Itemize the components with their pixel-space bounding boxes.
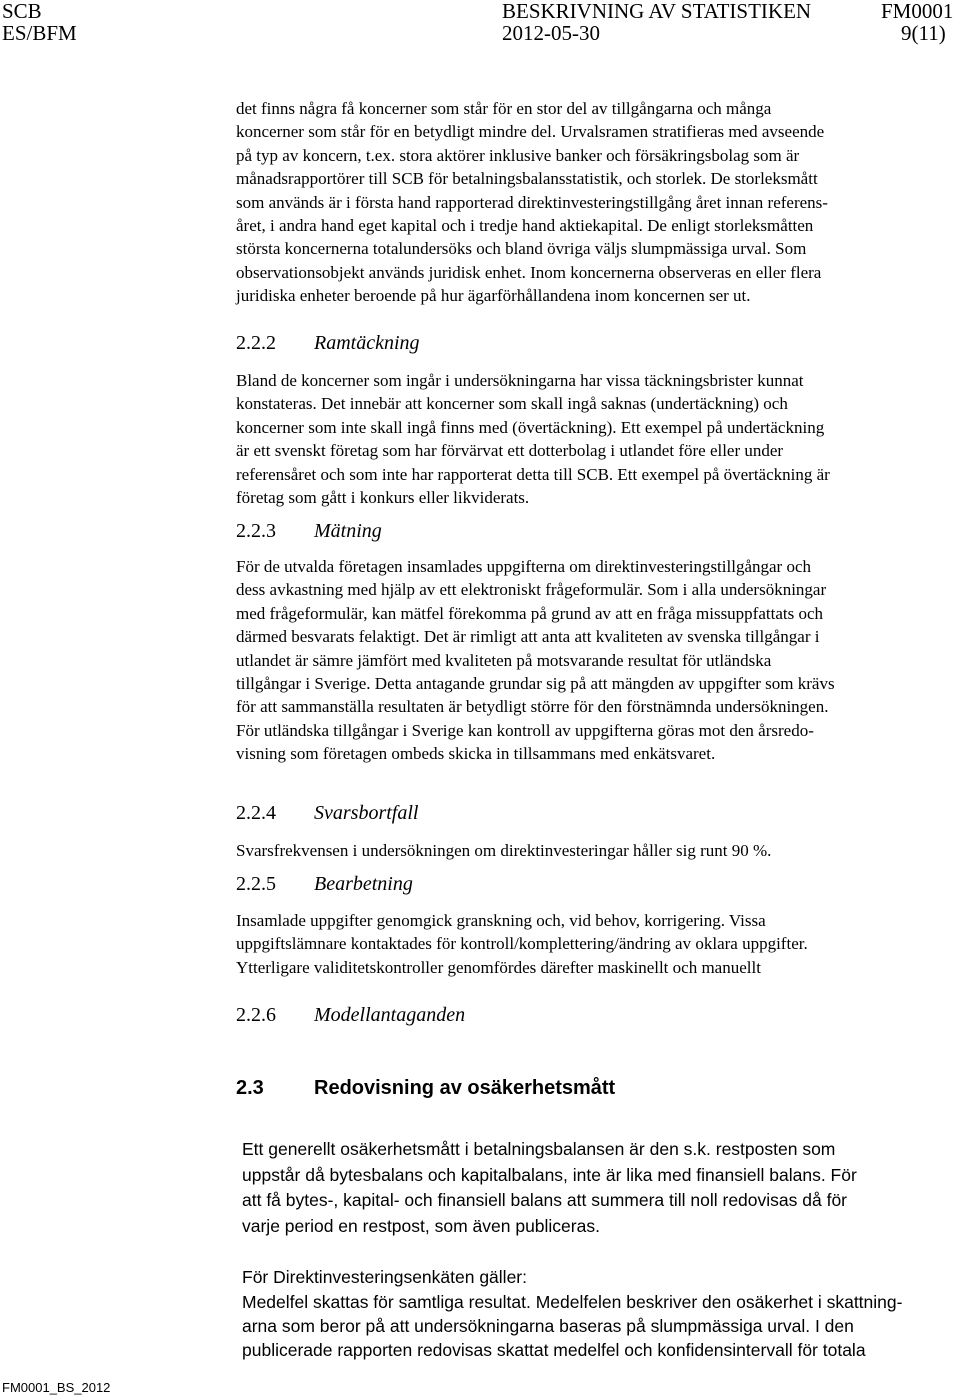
heading-title: Svarsbortfall — [314, 802, 419, 824]
paragraph-sampling: det finns några få koncerner som står för en stor del av tillgångarna och många koncerner som står för en betydligt mindre del. Urvalsramen stratifieras med avseende på typ av koncern, t.ex. stora aktörer inklusive banker och försäkringsbolag som är månadsrapportörer till SCB för betalningsbalansstatistik, och storlek. De storleksmått som används är i första hand rapporterad direktinvesteringstillgång året innan referens- året, i andra hand eget kapital och i tredje hand aktiekapital. De enligt storleksmåtten största koncernerna totalundersöks och bland övriga väljs slumpmässiga urval. Som observationsobjekt används juridisk enhet. Inom koncernerna observeras en eller flera juridiska enheter beroende på hur ägarförhållandena inom koncernen ser ut. — [236, 99, 828, 306]
heading-title: Redovisning av osäkerhetsmått — [314, 1077, 616, 1099]
header-title: BESKRIVNING AV STATISTIKEN — [502, 0, 812, 23]
heading-number: 2.2.2 — [236, 332, 276, 354]
header-page-number: 9(11) — [901, 21, 946, 45]
footer-code: FM0001_BS_2012 — [2, 1380, 111, 1395]
paragraph-svarsbortfall: Svarsfrekvensen i undersökningen om direktinvesteringar håller sig runt 90 %. — [236, 841, 772, 860]
header-org: SCB — [2, 0, 42, 23]
heading-title: Modellantaganden — [314, 1004, 466, 1026]
paragraph-osakerhetsmatt: Ett generellt osäkerhetsmått i betalningsbalansen är den s.k. restposten som uppstår då bytesbalans och kapitalbalans, inte är lika med finansiell balans. För att få bytes-, kapital- och finansiell balans att summera till noll redovisas då för varje period en restpost, som även publiceras. — [242, 1139, 857, 1236]
header-date: 2012-05-30 — [502, 21, 600, 45]
heading-number: 2.2.4 — [236, 802, 276, 824]
heading-number: 2.2.5 — [236, 873, 276, 895]
paragraph-ramtackning: Bland de koncerner som ingår i undersökningarna har vissa täckningsbrister kunnat konstateras. Det innebär att koncerner som skall ingå saknas (undertäckning) och koncerner som inte skall ingå finns med (övertäckning). Ett exempel på undertäckning är ett svenskt företag som har förvärvat ett dotterbolag i utlandet före eller under referensåret och som inte har rapporterat detta till SCB. Ett exempel på övertäckning är företag som gått i konkurs eller likviderats. — [236, 371, 830, 508]
paragraph-medelfel: Medelfel skattas för samtliga resultat. Medelfelen beskriver den osäkerhet i skattning- arna som beror på att undersökningarna baseras på slumpmässiga urval. I den publicerade rapporten redovisas skattat medelfel och konfidensintervall för totala — [242, 1292, 903, 1360]
heading-title: Mätning — [314, 520, 382, 542]
heading-title: Bearbetning — [314, 873, 413, 895]
subheading-direktinvesteringsenkaten: För Direktinvesteringsenkäten gäller: — [242, 1267, 527, 1287]
header-dept: ES/BFM — [2, 21, 77, 45]
heading-title: Ramtäckning — [314, 332, 420, 354]
heading-number: 2.2.6 — [236, 1004, 276, 1026]
paragraph-bearbetning: Insamlade uppgifter genomgick granskning och, vid behov, korrigering. Vissa uppgiftslämnare kontaktades för kontroll/komplettering/ändring av oklara uppgifter. Ytterligare validitetskontroller genomfördes därefter maskinellt och manuellt — [236, 911, 808, 977]
paragraph-matning: För de utvalda företagen insamlades uppgifterna om direktinvesteringstillgångar och dess avkastning med hjälp av ett elektroniskt frågeformulär. Som i alla undersökningar med frågeformulär, kan mätfel förekomma på grund av att en fråga missuppfattats och därmed besvarats felaktigt. Det är rimligt att anta att kvaliteten av svenska tillgångar i utlandet är sämre jämfört med kvaliteten på motsvarande resultat för utländska tillgångar i Sverige. Detta antagande grundar sig på att mängden av uppgifter som krävs för att sammanställa resultaten är betydligt större för den förstnämnda undersökningen. För utländska tillgångar i Sverige kan kontroll av uppgifterna göras mot den årsredo- visning som företagen ombeds skicka in tillsammans med enkätsvaret. — [236, 557, 835, 764]
header-form: FM0001 — [881, 0, 954, 23]
heading-number: 2.2.3 — [236, 520, 276, 542]
heading-number: 2.3 — [236, 1077, 264, 1099]
